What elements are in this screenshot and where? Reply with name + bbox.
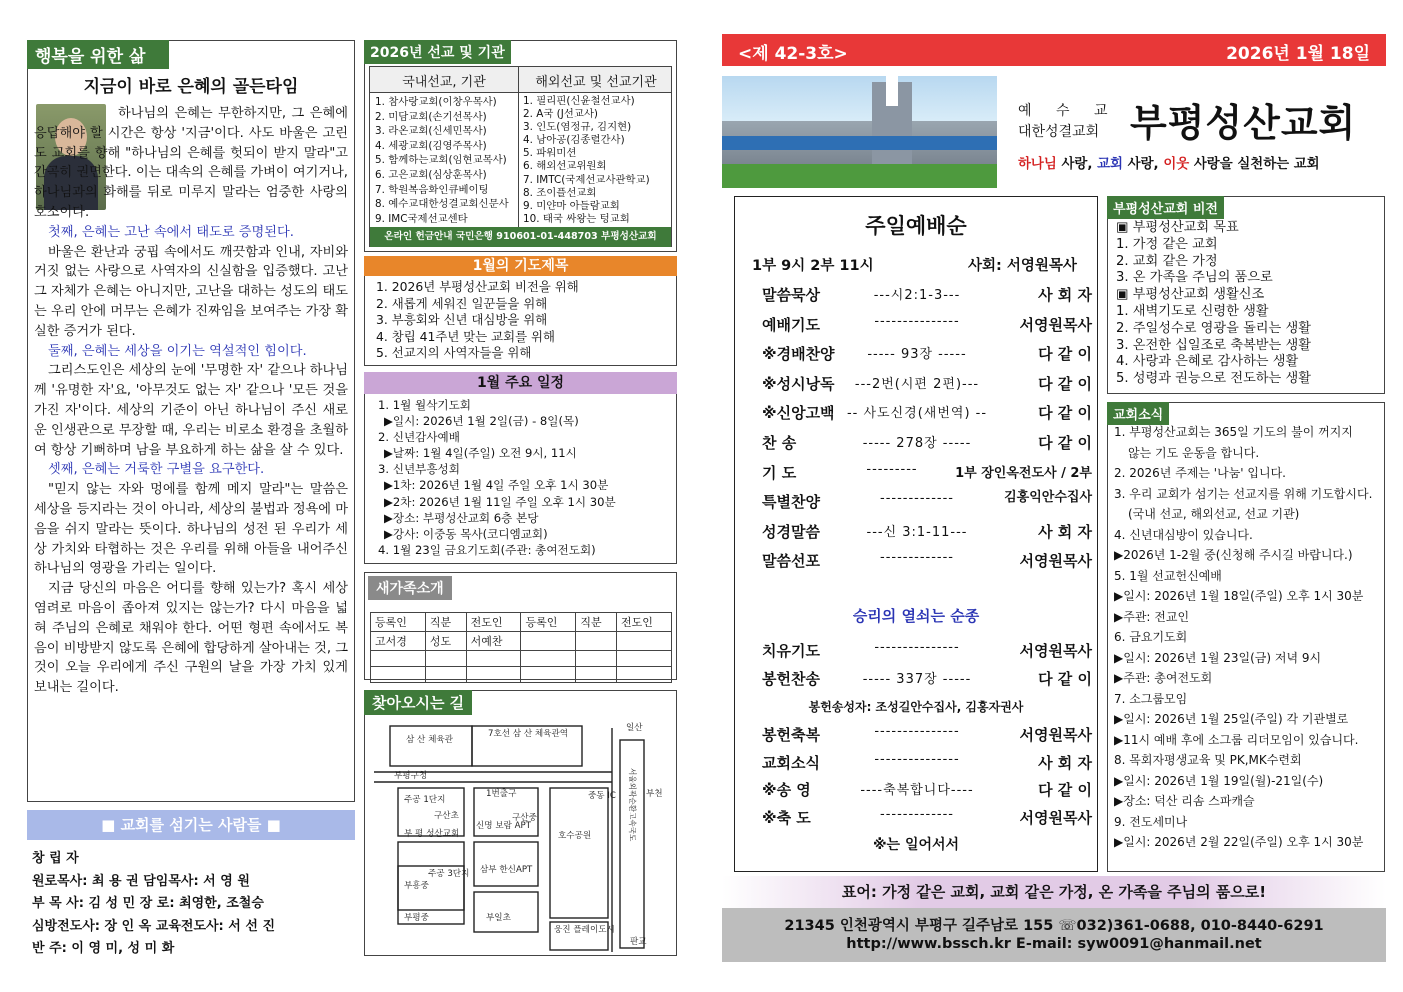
worship-item-leader: 다 같 이 bbox=[1038, 434, 1092, 452]
worship-item-leader: 서영원목사 bbox=[1019, 315, 1092, 334]
list-item: 3. 인도(염정규, 김지현) bbox=[523, 121, 632, 134]
map-tag: 찾아오시는 길 bbox=[364, 690, 472, 715]
vision-tag: 부평성산교회 비전 bbox=[1107, 196, 1224, 219]
list-item: 5. 함께하는교회(임현교목사) bbox=[375, 154, 507, 167]
table-cell: 고서경 bbox=[371, 632, 426, 651]
worship-item-leader: 서영원목사 bbox=[1019, 808, 1092, 827]
list-item: 2. 2026년 주제는 '나눔' 입니다. bbox=[1114, 466, 1286, 480]
list-item: 9. 전도세미나 bbox=[1114, 814, 1188, 829]
list-item: ▶일시: 2026년 2월 22일(주일) 오후 1시 30분 bbox=[1114, 835, 1364, 849]
worship-item-leader: 1부 장인옥전도사 / 2부 김홍익안수집사 bbox=[955, 465, 1092, 505]
worship-time: 1부 9시 2부 11시 bbox=[752, 258, 874, 274]
prayer-list bbox=[376, 279, 579, 362]
point-1: 첫째, 은혜는 고난 속에서 태도로 증명된다. bbox=[48, 224, 294, 240]
list-item: 2. 주일성수로 영광을 돌리는 생활 bbox=[1116, 320, 1311, 336]
slogan-word: 교회 bbox=[1097, 157, 1123, 172]
list-item: 4. 신년대심방이 있습니다. bbox=[1114, 527, 1253, 542]
worship-item bbox=[762, 807, 1092, 828]
worship-item-name: 말씀선포 bbox=[762, 552, 820, 571]
list-item: 4. 남아공(김종렬간사) bbox=[523, 134, 625, 147]
table-cell bbox=[521, 632, 576, 651]
sermon-paragraph: 그리스도인은 세상의 눈에 '무명한 자' 같으나 하나님께 '유명한 자'요, '아무것도 없는 자' 같으나 '모든 것을 가진 자'이다. 세상의 기준이 아닌 하나님이 주신 새로운 인생관으로 무장할 때, 우리는 비로소 환경을 초월하여 항상 기뻐하며 남을 부요하게 하는 삶을 살 수 있다. bbox=[34, 363, 348, 458]
worship-item-name: 봉헌찬송 bbox=[762, 670, 820, 688]
map-label: 부평구청 bbox=[394, 771, 428, 781]
list-item: 4. 창립 41주년 맞는 교회를 위해 bbox=[376, 328, 555, 344]
map-label: 웅진 플레이도시 bbox=[554, 925, 615, 935]
list-item: ▶강사: 이중동 목사(코디엠교회) bbox=[384, 526, 548, 541]
servant-line: 부 목 사: 김 성 민 장 로: 최영한, 조철승 bbox=[32, 896, 264, 911]
section-tag: 행복을 위한 삶 bbox=[27, 40, 169, 69]
map-label: 일산 bbox=[626, 723, 643, 733]
slogan-word: 하나님 bbox=[1018, 157, 1057, 172]
table-cell bbox=[576, 632, 617, 651]
list-item: 5. 성령과 권능으로 전도하는 생활 bbox=[1116, 371, 1311, 387]
worship-item-name: ※신앙고백 bbox=[762, 404, 835, 423]
worship-item-leader: 서영원목사 bbox=[1019, 642, 1092, 660]
newfamily-table bbox=[370, 612, 672, 683]
motto-bar: 표어: 가정 같은 교회, 교회 같은 가정, 온 가족을 주님의 품으로! bbox=[722, 876, 1386, 908]
worship-item bbox=[762, 432, 1092, 453]
vision-list bbox=[1116, 220, 1311, 388]
news-tag: 교회소식 bbox=[1107, 402, 1169, 425]
sermon-paragraph: 지금 당신의 마음은 어디를 향해 있는가? 혹시 세상 염려로 마음이 좁아져 있지는 않는가? 다시 마음을 넓혀 주님의 은혜로 채워야 한다. 어떤 형편 속에서도 복음이 비방받지 않도록 은혜에 합당하게 살아내는 것, 그것이 오늘 우리에게 주신 구원의 날을 가장 가치 있게 보내는 길이다. bbox=[34, 581, 348, 696]
table-header: 등록인 bbox=[371, 613, 426, 632]
point-2: 둘째, 은혜는 세상을 이기는 역설적인 힘이다. bbox=[48, 343, 307, 359]
servant-line: 반 주: 이 영 미, 성 미 화 bbox=[32, 941, 175, 956]
map-label: 주공 3단지 bbox=[428, 869, 470, 879]
directions-map bbox=[368, 716, 673, 952]
bank-info: 온라인 헌금안내 국민은행 910601-01-448703 부평성산교회 bbox=[370, 227, 671, 247]
worship-item-detail: ---2번(시편 2편)--- bbox=[854, 376, 980, 392]
list-item: ▣ 부평성산교회 생활신조 bbox=[1116, 287, 1265, 303]
list-item: 3. 라온교회(신세민목사) bbox=[375, 125, 487, 138]
mission-table bbox=[369, 66, 672, 247]
servants-list bbox=[32, 848, 362, 961]
worship-item-detail: ------------- bbox=[880, 550, 954, 566]
schedule-list bbox=[378, 397, 616, 558]
prayer-tag: 1월의 기도제목 bbox=[364, 256, 677, 276]
list-item: 5. 파워미션 bbox=[523, 147, 577, 160]
list-item: 6. 해외선교위원회 bbox=[523, 160, 607, 173]
servant-line: 원로목사: 최 용 권 담임목사: 서 영 원 bbox=[32, 873, 250, 889]
worship-title: 주일예배순 bbox=[865, 214, 967, 238]
schedule-tag: 1월 주요 일정 bbox=[364, 372, 677, 394]
servant-line: 심방전도사: 장 인 옥 교육전도사: 서 선 진 bbox=[32, 918, 276, 934]
list-item: 6. 고은교회(심상훈목사) bbox=[375, 168, 487, 181]
worship-item-name: 특별찬양 bbox=[762, 493, 820, 512]
worship-item-leader: 다 같 이 bbox=[1038, 781, 1092, 800]
worship-item-detail: ----- 337장 ----- bbox=[862, 672, 972, 687]
list-item: 1. 2026년 부평성산교회 비전을 위해 bbox=[376, 279, 579, 294]
table-cell bbox=[617, 632, 672, 651]
worship-item-detail: --------------- bbox=[874, 751, 960, 767]
worship-item-detail: ----- 93장 ----- bbox=[867, 347, 967, 363]
list-item: 5. 1월 선교헌신예배 bbox=[1114, 568, 1222, 583]
table-header: 직분 bbox=[576, 613, 617, 632]
map-label: 구산중 bbox=[512, 813, 537, 823]
worship-item-detail: ------------- bbox=[880, 806, 954, 822]
map-label: 부 평 성산교회 bbox=[404, 829, 460, 839]
worship-item-detail: ---신 3:1-11--- bbox=[866, 524, 968, 540]
map-label: 신명 보람 APT bbox=[476, 821, 531, 831]
col2-head: 해외선교 및 선교기관 bbox=[535, 75, 657, 90]
worship-item bbox=[762, 521, 1092, 542]
newfamily-tag: 새가족소개 bbox=[368, 576, 452, 600]
worship-item-name: 예배기도 bbox=[762, 315, 820, 334]
list-item: ▶2차: 2026년 1월 11일 주일 오후 1시 30분 bbox=[384, 494, 616, 509]
list-item: ▶2026년 1-2월 중(신청해 주시길 바랍니다.) bbox=[1114, 548, 1353, 562]
list-item: 8. 조이플선교회 bbox=[523, 186, 597, 199]
worship-item bbox=[762, 343, 1092, 364]
worship-item-name: 말씀묵상 bbox=[762, 286, 820, 304]
worship-item-name: 찬 송 bbox=[762, 434, 797, 452]
denomination: 대한성결교회 bbox=[1018, 124, 1100, 140]
list-item: 2. 새롭게 세워진 일꾼들을 위해 bbox=[376, 295, 548, 311]
issue-date: 2026년 1월 18일 bbox=[1226, 44, 1370, 64]
list-item: 8. 목회자평생교육 및 PK,MK수련회 bbox=[1114, 753, 1302, 767]
map-label: 판교 bbox=[630, 937, 647, 947]
worship-item bbox=[762, 668, 1092, 689]
map-label: 중동 IC bbox=[588, 791, 616, 801]
list-item: ▶11시 예배 후에 소그룹 리더모임이 있습니다. bbox=[1114, 732, 1359, 747]
sermon-paragraph: "믿지 않는 자와 멍에를 함께 메지 말라"는 말씀은 세상을 등지라는 것이 아니라, 세상의 불법과 정욕에 마음을 쉬지 말라는 뜻이다. 하나님의 성전 된 우리가 세상 가치와 타협하는 것은 우리를 위해 아들을 내어주신 하나님의 영광을 가리는 일이다. bbox=[34, 482, 348, 577]
sermon-paragraph: 바울은 환난과 궁핍 속에서도 깨끗함과 인내, 자비와 거짓 없는 사랑으로 사역자의 신실함을 입증했다. 고난 그 자체가 은혜는 아니지만, 고난을 대하는 성도의 태도는 우리 안에 머무는 은혜가 진짜임을 보여주는 가장 확실한 증거가 된다. bbox=[34, 244, 348, 339]
worship-item-leader: 다 같 이 bbox=[1038, 374, 1092, 393]
list-item: 4. 1월 23일 금요기도회(주관: 총여전도회) bbox=[378, 542, 596, 557]
list-item: 10. 태국 싸왕는 텅교회 bbox=[523, 212, 630, 225]
worship-item bbox=[762, 314, 1092, 335]
list-item: ▶주관: 총여전도회 bbox=[1114, 671, 1213, 685]
worship-item-name: 교회소식 bbox=[762, 753, 820, 772]
worship-item bbox=[762, 779, 1092, 800]
slogan-word: 이웃 bbox=[1163, 157, 1190, 172]
issue-number: <제 42-3호> bbox=[738, 44, 848, 64]
worship-order-list-3 bbox=[734, 724, 1098, 836]
offering-note: 봉헌송성자: 조성길안수집사, 김홍자권사 bbox=[808, 700, 1024, 714]
map-label: 구산초 bbox=[434, 811, 459, 821]
worship-item-detail: --------------- bbox=[874, 313, 960, 329]
worship-item-leader: 서영원목사 bbox=[1019, 552, 1092, 571]
table-header: 전도인 bbox=[466, 613, 521, 632]
sermon-body bbox=[34, 104, 348, 698]
list-item: 9. 미얀마 아들람교회 bbox=[523, 199, 620, 212]
list-item: 2. 미담교회(손기선목사) bbox=[375, 110, 487, 123]
list-item: ▶일시: 2026년 1월 2일(금) - 8일(목) bbox=[384, 414, 579, 429]
mission-tag: 2026년 선교 및 기관 bbox=[364, 40, 511, 64]
worship-item-detail: --------------- bbox=[874, 640, 960, 655]
worship-item-detail: --------- bbox=[866, 461, 918, 477]
worship-order-list-2 bbox=[734, 640, 1098, 700]
worship-item-leader: 사 회 자 bbox=[1038, 753, 1092, 772]
sermon-paragraph: 하나님의 은혜는 무한하지만, 그 은혜에 응답해야 할 시간은 항상 '지금'이다. 사도 바울은 고린도 교회를 향해 "하나님의 은혜를 헛되이 받지 말라"고 간곡히 권면한다. 이는 대속의 은혜를 가벼이 여기거나, 하나님과의 화해를 뒤로 미루지 말라는 엄중한 사랑의 호소이다. bbox=[34, 106, 348, 220]
point-3: 셋째, 은혜는 거룩한 구별을 요구한다. bbox=[48, 462, 265, 478]
list-item: ▣ 부평성산교회 목표 bbox=[1116, 220, 1239, 235]
address: 21345 인천광역시 부평구 길주남로 155 ☏032)361-0688, 010-8440-6291 bbox=[784, 918, 1324, 934]
map-label: 부천 bbox=[646, 789, 663, 799]
worship-item-leader: 서영원목사 bbox=[1019, 726, 1092, 744]
list-item: ▶일시: 2026년 1월 25일(주일) 각 기관별로 bbox=[1114, 712, 1349, 726]
list-item: (국내 선교, 해외선교, 선교 기관) bbox=[1128, 507, 1300, 521]
servant-line: 창 립 자 bbox=[32, 851, 79, 866]
worship-host: 사회: 서영원목사 bbox=[968, 258, 1077, 274]
worship-item bbox=[762, 284, 1092, 305]
list-item: 3. 온 가족을 주님의 품으로 bbox=[1116, 270, 1273, 286]
church-photo bbox=[722, 76, 997, 188]
worship-item bbox=[762, 724, 1092, 745]
worship-item-detail: ----- 278장 ----- bbox=[862, 436, 972, 451]
worship-order-list bbox=[734, 284, 1098, 604]
map-label: 주공 1단지 bbox=[404, 795, 446, 805]
map-label: 부흥중 bbox=[404, 881, 429, 891]
worship-item-detail: ------------- bbox=[880, 491, 954, 507]
list-item: 7. IMTC(국제선교사관학교) bbox=[523, 173, 650, 186]
overseas-list bbox=[523, 95, 671, 226]
slogan-word: 사랑, bbox=[1127, 157, 1159, 172]
worship-item-name: ※송 영 bbox=[762, 781, 811, 800]
servants-title: ■ 교회를 섬기는 사람들 ■ bbox=[27, 810, 355, 840]
worship-item-name: ※성시낭독 bbox=[762, 374, 835, 393]
map-label: 호수공원 bbox=[558, 831, 592, 841]
sermon-title-highlight: 승리의 열쇠는 순종 bbox=[852, 607, 980, 625]
list-item: 2. A국 (J선교사) bbox=[523, 108, 598, 121]
worship-item bbox=[762, 373, 1092, 394]
list-item: ▶날짜: 1월 4일(주일) 오전 9시, 11시 bbox=[384, 446, 577, 461]
worship-item bbox=[762, 550, 1092, 571]
list-item: 4. 세광교회(김영주목사) bbox=[375, 139, 487, 152]
worship-item-leader bbox=[992, 491, 1092, 512]
list-item: 8. 예수교대한성결교회신문사 bbox=[375, 198, 509, 211]
worship-item-name: ※축 도 bbox=[762, 808, 811, 827]
list-item: 7. 학원복음화인큐베이팅 bbox=[375, 183, 489, 196]
map-label: 부평중 bbox=[404, 913, 429, 923]
map-label: 부일초 bbox=[486, 913, 511, 923]
denomination-top: 예 수 교 bbox=[1018, 103, 1118, 119]
worship-item-leader: 다 같 이 bbox=[1038, 404, 1092, 423]
worship-item-name: 치유기도 bbox=[762, 642, 820, 660]
list-item: 1. 참사랑교회(이창우목사) bbox=[375, 96, 497, 108]
domestic-list bbox=[375, 95, 517, 226]
worship-item bbox=[762, 640, 1092, 661]
table-header: 직분 bbox=[425, 613, 466, 632]
worship-item-leader: 다 같 이 bbox=[1038, 670, 1092, 688]
list-item: ▶1차: 2026년 1월 4일 주일 오후 1시 30분 bbox=[384, 478, 609, 493]
list-item: ▶일시: 2026년 1월 19일(월)-21일(수) bbox=[1114, 773, 1324, 788]
map-label: 삼 산 체육관 bbox=[406, 735, 453, 745]
web-email: http://www.bssch.kr E-mail: syw0091@hanmail.net bbox=[846, 936, 1262, 952]
table-cell: 성도 bbox=[425, 632, 466, 651]
worship-item-leader: 다 같 이 bbox=[1038, 345, 1092, 364]
worship-item-name: 성경말씀 bbox=[762, 522, 820, 541]
table-header: 전도인 bbox=[617, 613, 672, 632]
worship-item-detail: -- 사도신경(새번역) -- bbox=[846, 406, 988, 422]
table-cell: 서예찬 bbox=[466, 632, 521, 651]
news-list bbox=[1114, 422, 1382, 853]
worship-item-detail: ---시2:1-3--- bbox=[873, 288, 961, 303]
list-item: 않는 기도 운동을 합니다. bbox=[1128, 445, 1260, 460]
list-item: 3. 우리 교회가 섬기는 선교지를 위해 기도합시다. bbox=[1114, 486, 1373, 501]
list-item: ▶주관: 전교인 bbox=[1114, 609, 1190, 624]
map-label: 삼부 한신APT bbox=[480, 865, 533, 875]
list-item: 3. 신년부흥성회 bbox=[378, 462, 460, 477]
map-label: 1번출구 bbox=[486, 789, 517, 799]
worship-item-name: ※경배찬양 bbox=[762, 345, 835, 364]
list-item: 9. IMC국제선교센타 bbox=[375, 212, 468, 225]
list-item: ▶일시: 2026년 1월 23일(금) 저녁 9시 bbox=[1114, 650, 1322, 665]
list-item: ▶장소: 덕산 리솜 스파캐슬 bbox=[1114, 794, 1255, 808]
list-item: 1. 가정 같은 교회 bbox=[1116, 236, 1218, 252]
list-item: 6. 금요기도회 bbox=[1114, 630, 1188, 644]
stand-note: ※는 일어서서 bbox=[872, 837, 960, 853]
list-item: 4. 사랑과 은혜로 감사하는 생활 bbox=[1116, 354, 1299, 370]
list-item: 2. 신년감사예배 bbox=[378, 430, 460, 445]
worship-item-leader: 사 회 자 bbox=[1038, 286, 1092, 304]
slogan-word: 사랑을 실천하는 교회 bbox=[1193, 157, 1320, 172]
list-item: 2. 교회 같은 가정 bbox=[1116, 253, 1218, 269]
list-item: 3. 온전한 십일조로 축복받는 생활 bbox=[1116, 337, 1311, 353]
list-item: 1. 1월 월삭기도회 bbox=[378, 398, 472, 412]
list-item: 5. 선교지의 사역자들을 위해 bbox=[376, 345, 532, 361]
worship-item bbox=[762, 491, 1092, 512]
church-name: 부평성산교회 bbox=[1130, 101, 1357, 145]
map-label: 7호선 삼 산 체육관역 bbox=[488, 729, 569, 739]
map-label: 서울외곽순환고속국도 bbox=[628, 768, 637, 842]
worship-item bbox=[762, 752, 1092, 773]
list-item: ▶일시: 2026년 1월 18일(주일) 오후 1시 30분 bbox=[1114, 589, 1364, 603]
list-item: ▶장소: 부평성산교회 6층 본당 bbox=[384, 510, 539, 525]
worship-item-name: 기 도 bbox=[762, 463, 797, 482]
table-header: 등록인 bbox=[521, 613, 576, 632]
sermon-title: 지금이 바로 은혜의 골든타임 bbox=[83, 77, 299, 97]
table-row bbox=[371, 667, 672, 683]
list-item: 3. 부흥회와 신년 대심방을 위해 bbox=[376, 312, 548, 328]
worship-item-detail: ----축복합니다---- bbox=[860, 783, 974, 799]
table-row bbox=[371, 651, 672, 667]
col1-head: 국내선교, 기관 bbox=[402, 75, 486, 90]
worship-item bbox=[762, 402, 1092, 423]
table-row bbox=[371, 632, 672, 651]
list-item: 1. 새벽기도로 신령한 생활 bbox=[1116, 303, 1269, 319]
worship-item-detail: --------------- bbox=[874, 724, 960, 739]
slogan-word: 사랑, bbox=[1061, 157, 1093, 172]
worship-item-name: 봉헌축복 bbox=[762, 726, 820, 744]
slogan bbox=[1018, 153, 1320, 172]
list-item: 1. 필리핀(신윤철선교사) bbox=[523, 95, 635, 107]
list-item: 1. 부평성산교회는 365일 기도의 불이 꺼지지 bbox=[1114, 425, 1353, 439]
worship-item-leader: 사 회 자 bbox=[1038, 522, 1092, 541]
list-item: 7. 소그룹모임 bbox=[1114, 691, 1188, 706]
